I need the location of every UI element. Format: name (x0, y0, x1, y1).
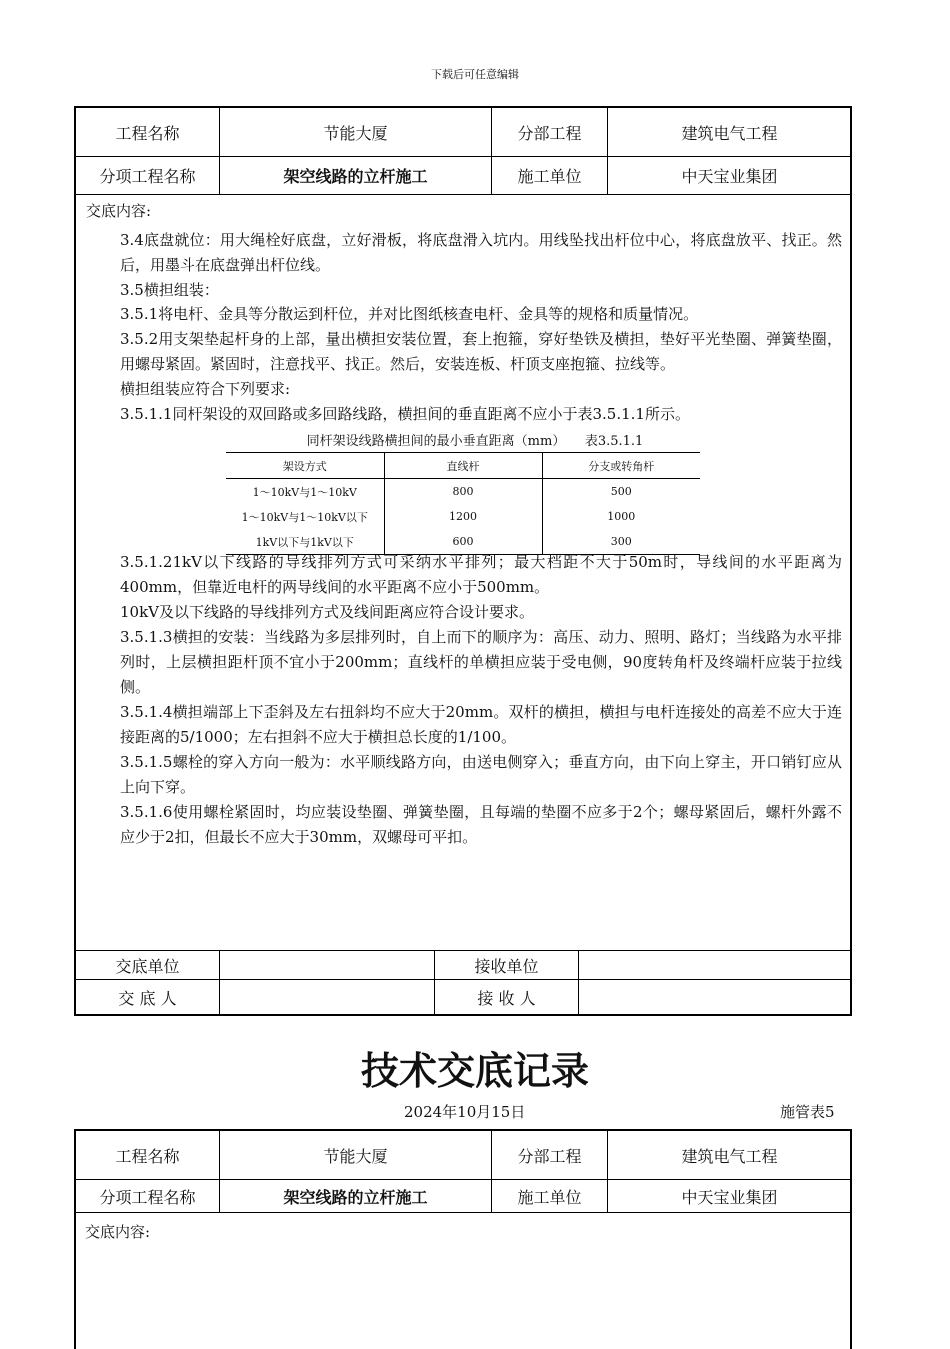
handover-unit-value[interactable] (220, 951, 435, 980)
table-cell: 1200 (384, 504, 542, 529)
content-label: 交底内容: (86, 202, 152, 220)
form1-content (75, 194, 851, 950)
unit-label: 施工单位 (492, 157, 608, 195)
para-requirements: 横担组装应符合下列要求: (120, 380, 291, 398)
para-3-5-1-3: 3.5.1.3横担的安装：当线路为多层排列时，自上而下的顺序为：高压、动力、照明、路灯；当线路为水平排列时，上层横担距杆顶不宜小于200mm；直线杆的单横担应装于受电侧，90度转角杆及终端杆应装于拉线侧。 (120, 628, 842, 696)
unit-label: 施工单位 (492, 1180, 608, 1213)
table-header: 直线杆 (384, 453, 542, 479)
para-3-4: 3.4底盘就位：用大绳栓好底盘，立好滑板，将底盘滑入坑内。用线坠找出杆位中心，将底盘放平、找正。然后，用墨斗在底盘弹出杆位线。 (120, 231, 842, 274)
form-number: 施管表5 (780, 1103, 835, 1121)
unit-value: 中天宝业集团 (608, 157, 852, 195)
handover-person-value[interactable] (220, 980, 435, 1016)
handover-unit-label: 交底单位 (76, 951, 220, 980)
table-cell: 300 (542, 529, 700, 555)
subitem-label: 分项工程名称 (76, 1180, 220, 1213)
division-value: 建筑电气工程 (608, 1131, 852, 1180)
para-3-5-2: 3.5.2用支架垫起杆身的上部，量出横担安装位置，套上抱箍，穿好垫铁及横担，垫好平光垫圈、弹簧垫圈，用螺母紧固。紧固时，注意找平、找正。然后，安装连板、杆顶支座抱箍、拉线等。 (120, 330, 842, 373)
table-cell: 1kV以下与1kV以下 (226, 529, 384, 555)
handover-person-label: 交 底 人 (76, 980, 220, 1016)
para-10kv: 10kV及以下线路的导线排列方式及线间距离应符合设计要求。 (120, 603, 535, 621)
para-3-5-1: 3.5.1将电杆、金具等分散运到杆位，并对比图纸核查电杆、金具等的规格和质量情况。 (120, 305, 699, 323)
subitem-value: 架空线路的立杆施工 (220, 157, 492, 195)
form1-header-table (75, 107, 852, 195)
subitem-value: 架空线路的立杆施工 (220, 1180, 492, 1213)
project-name-label: 工程名称 (76, 108, 220, 157)
project-name-label: 工程名称 (76, 1131, 220, 1180)
unit-value: 中天宝业集团 (608, 1180, 852, 1213)
header-note: 下载后可任意编辑 (431, 68, 519, 81)
project-name-value: 节能大厦 (220, 1131, 492, 1180)
table-header: 架设方式 (226, 453, 384, 479)
form2-header-table (75, 1130, 852, 1213)
table-cell: 1000 (607, 510, 636, 523)
receive-person-label: 接 收 人 (435, 980, 579, 1016)
division-label: 分部工程 (492, 1131, 608, 1180)
division-value: 建筑电气工程 (608, 108, 852, 157)
table-header: 分支或转角杆 (542, 453, 700, 479)
para-3-5-1-5: 3.5.1.5螺栓的穿入方向一般为：水平顺线路方向，由送电侧穿入；垂直方向，由下向上穿主，开口销钉应从上向下穿。 (120, 753, 842, 796)
receive-unit-label: 接收单位 (435, 951, 579, 980)
subtable-title: 同杆架设线路横担间的最小垂直距离（mm） 表3.5.1.1 (306, 434, 644, 449)
division-label: 分部工程 (492, 108, 608, 157)
para-3-5-1-1: 3.5.1.1同杆架设的双回路或多回路线路，横担间的垂直距离不应小于表3.5.1.1所示。 (120, 405, 690, 423)
receive-person-value[interactable] (579, 980, 852, 1016)
table-cell: 500 (610, 485, 632, 498)
table-cell: 1～10kV与1～10kV (252, 485, 357, 499)
para-3-5-1-2: 3.5.1.21kV以下线路的导线排列方式可采纳水平排列；最大档距不大于50m时，导线间的水平距离为400mm，但靠近电杆的两导线间的水平距离不应小于500mm。 (120, 553, 842, 596)
table-cell: 600 (384, 529, 542, 555)
subitem-label: 分项工程名称 (76, 157, 220, 195)
record-date: 2024年10月15日 (404, 1103, 526, 1121)
page-title: 技术交底记录 (360, 1049, 589, 1093)
receive-unit-value[interactable] (579, 951, 852, 980)
para-3-5: 3.5横担组装： (120, 281, 219, 299)
form1-signoff-table (75, 950, 852, 1016)
para-3-5-1-4: 3.5.1.4横担端部上下歪斜及左右扭斜均不应大于20mm。双杆的横担，横担与电杆连接处的高差不应大于连接距离的5/1000；左右担斜不应大于横担总长度的1/100。 (120, 703, 842, 746)
table-cell: 1～10kV与1～10kV以下 (241, 510, 368, 524)
spacing-table (226, 452, 700, 555)
table-cell: 800 (384, 479, 542, 505)
para-3-5-1-6: 3.5.1.6使用螺栓紧固时，均应装设垫圈、弹簧垫圈，且每端的垫圈不应多于2个；螺母紧固后，螺杆外露不应少于2扣，但最长不应大于30mm，双螺母可平扣。 (120, 803, 842, 846)
form2-content-label: 交底内容: (85, 1223, 151, 1241)
project-name-value: 节能大厦 (220, 108, 492, 157)
